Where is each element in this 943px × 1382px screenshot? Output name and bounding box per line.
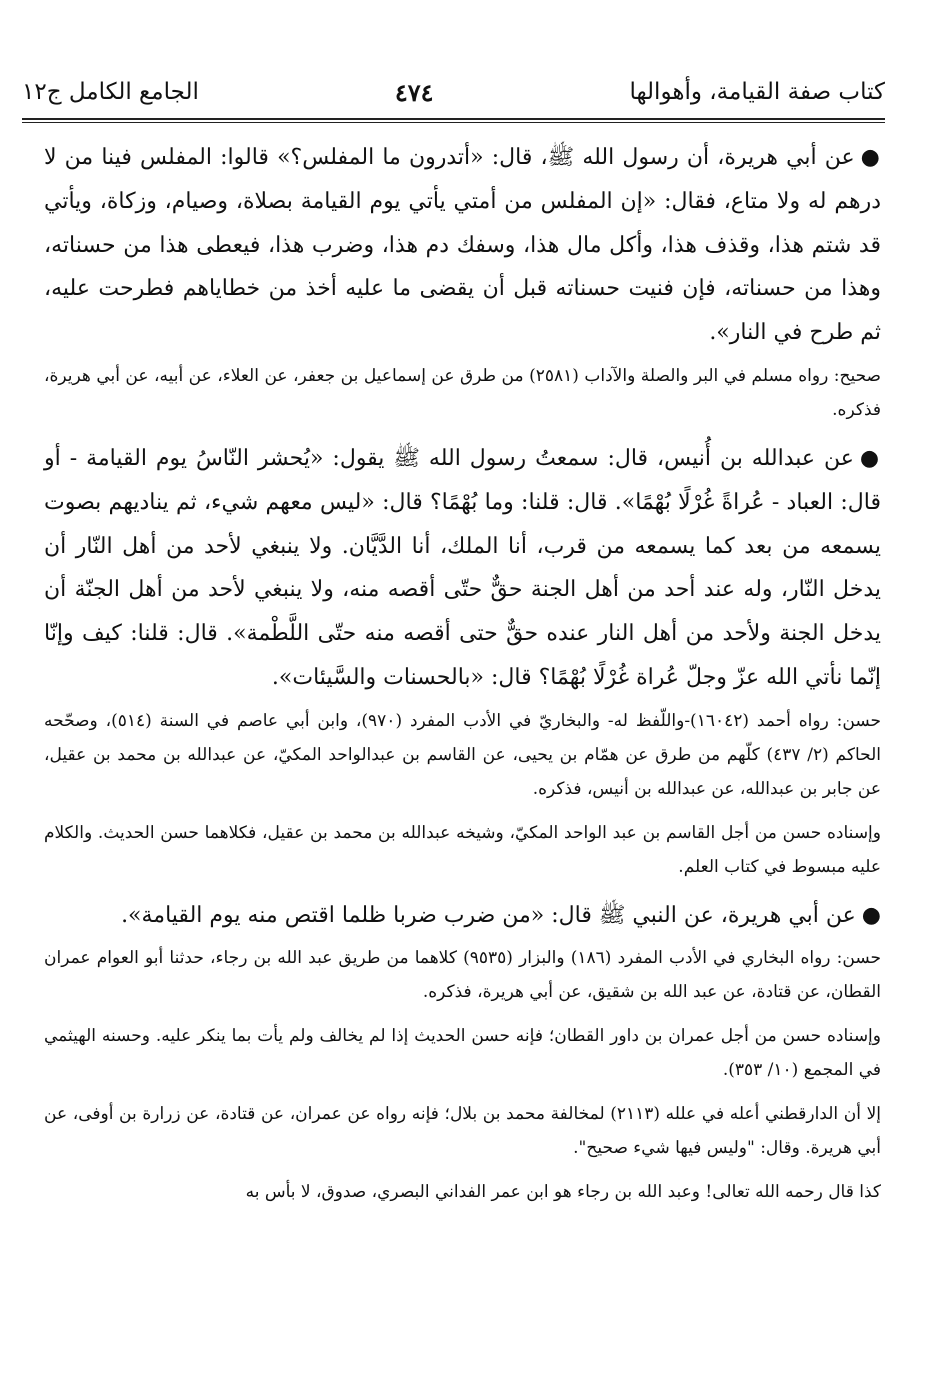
takhrij-note: حسن: رواه البخاري في الأدب المفرد (١٨٦) والبزار (٩٥٣٥) كلاهما من طريق عبد الله بن رجاء، حدثنا أبو العوام عمران القطان، عن قتادة، عن عبد الله بن شقيق، عن أبي هريرة، فذكره. [44,947,881,1002]
bullet-icon: ● [859,445,881,471]
hadith-text: عن أبي هريرة، أن رسول الله ﷺ، قال: «أتدرون ما المفلس؟» قالوا: المفلس فينا من لا درهم له ولا متاع، فقال: «إن المفلس من أمتي يأتي يوم القيامة بصلاة، وصيام، وزكاة، ويأتي قد شتم هذا، وقذف هذا، وأكل مال هذا، وسفك دم هذا، وضرب هذا، فيعطى هذا من حسناته، وهذا من حسناته، فإن فنيت حسناته قبل أن يقضى ما عليه أخذ من خطاياهم فطرحت عليه، ثم طرح في النار». [44,145,881,346]
hadith-paragraph [44,136,881,355]
hadith-text: عن أبي هريرة، عن النبي ﷺ قال: «من ضرب ضربا ظلما اقتص منه يوم القيامة». [121,902,856,928]
illa-note: إلا أن الدارقطني أعله في علله (٢١١٣) لمخالفة محمد بن بلال؛ فإنه رواه عن عمران، عن قتادة، عن زرارة بن أوفى، عن أبي هريرة. وقال: "وليس فيها شيء صحيح". [44,1103,881,1158]
isnad-note: وإسناده حسن من أجل القاسم بن عبد الواحد المكيّ، وشيخه عبدالله بن محمد بن عقيل، فكلاهما حسن الحديث. والكلام عليه مبسوط في كتاب العلم. [44,822,881,877]
commentary-note: كذا قال رحمه الله تعالى! وعبد الله بن رجاء هو ابن عمر الفداني البصري، صدوق، لا بأس به [245,1181,881,1202]
page-body [44,136,881,1372]
bullet-icon: ● [861,902,881,928]
takhrij-note: صحيح: رواه مسلم في البر والصلة والآداب (٢٥٨١) من طرق عن إسماعيل بن جعفر، عن العلاء، عن أبيه، عن أبي هريرة، فذكره. [44,365,881,420]
page-number: ٤٧٤ [394,77,434,107]
hadith-paragraph [44,894,881,938]
takhrij-note: حسن: رواه أحمد (١٦٠٤٢)-واللّفظ له- والبخاريّ في الأدب المفرد (٩٧٠)، وابن أبي عاصم في السنة (٥١٤)، وصحّحه الحاكم (٢/ ٤٣٧) كلّهم من طرق عن همّام بن يحيى، عن القاسم بن عبدالواحد المكيّ، عن عبدالله بن محمد بن عقيل، عن جابر بن عبدالله، عن عبدالله بن أنيس، فذكره. [44,710,882,799]
book-title: كتاب صفة القيامة، وأهوالها [629,79,885,105]
isnad-note: وإسناده حسن من أجل عمران بن داور القطان؛ فإنه حسن الحديث إذا لم يخالف ولم يأت بما ينكر عليه. وحسنه الهيثمي في المجمع (١٠/ ٣٥٣). [44,1025,881,1080]
running-header [22,70,885,114]
hadith-paragraph [44,437,881,700]
header-rule [22,118,885,123]
hadith-text: عن عبدالله بن أُنيس، قال: سمعتُ رسول الله ﷺ يقول: «يُحشر النّاسُ يوم القيامة - أو قال: العباد - عُراةً غُرْلًا بُهْمًا». قال: قلنا: وما بُهْمًا؟ قال: «ليس معهم شيء، ثم يناديهم بصوت يسمعه من بعد كما يسمعه من قرب، أنا الملك، أنا الدَّيَّان. ولا ينبغي لأحد من أهل النّار أن يدخل النّار، وله عند أحد من أهل الجنة حقٌّ حتّى أقصه منه، ولا ينبغي لأحد من أهل الجنّة أن يدخل الجنة ولأحد من أهل النار عنده حقٌّ حتى أقصه منه حتّى اللَّطْمة». قال: قلنا: كيف وإنّا إنّما نأتي الله عزّ وجلّ عُراة غُرْلًا بُهْمًا؟ قال: «بالحسنات والسَّيئات». [44,445,881,690]
collection-volume: الجامع الكامل ج١٢ [22,79,199,105]
bullet-icon: ● [860,145,881,170]
